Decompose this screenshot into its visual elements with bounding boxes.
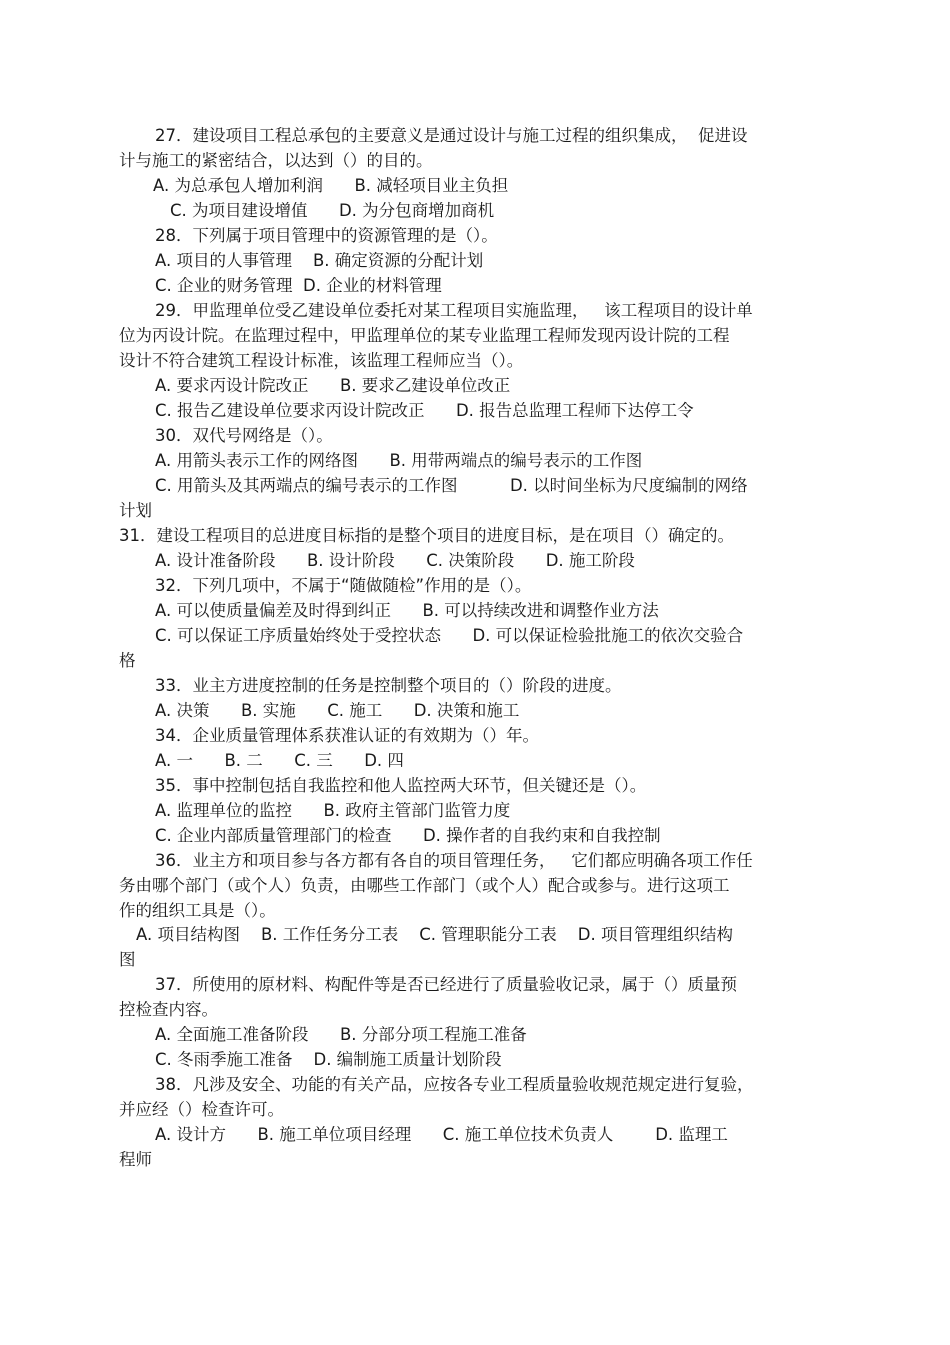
question-27-options-ab: A. 为总承包人增加利润 B. 减轻项目业主负担 (153, 176, 509, 195)
question-34-line-1: 34．企业质量管理体系获准认证的有效期为（）年。 (155, 726, 539, 745)
question-29-line-2: 位为丙设计院。在监理过程中，甲监理单位的某专业监理工程师发现丙设计院的工程 (119, 326, 730, 345)
question-33-options: A. 决策 B. 实施 C. 施工 D. 决策和施工 (155, 701, 520, 720)
question-32-options-cd-wrap: 格 (119, 651, 136, 670)
question-38-line-1: 38．凡涉及安全、功能的有关产品，应按各专业工程质量验收规范规定进行复验， (155, 1075, 754, 1094)
question-31-line-1: 31．建设工程项目的总进度目标指的是整个项目的进度目标，是在项目（）确定的。 (119, 526, 734, 545)
question-32-line-1: 32．下列几项中，不属于“随做随检”作用的是（）。 (155, 576, 532, 595)
question-35-line-1: 35．事中控制包括自我监控和他人监控两大环节，但关键还是（）。 (155, 776, 647, 795)
question-36-line-1: 36．业主方和项目参与各方都有各自的项目管理任务， 它们都应明确各项工作任 (155, 851, 753, 870)
question-28-options-ab: A. 项目的人事管理 B. 确定资源的分配计划 (155, 251, 484, 270)
question-36-options: A. 项目结构图 B. 工作任务分工表 C. 管理职能分工表 D. 项目管理组织结构 (136, 925, 733, 944)
question-30-line-1: 30．双代号网络是（）。 (155, 426, 333, 445)
question-30-options-cd-wrap: 计划 (119, 501, 152, 520)
question-36-line-3: 作的组织工具是（）。 (119, 901, 276, 920)
question-37-line-1: 37．所使用的原材料、构配件等是否已经进行了质量验收记录，属于（）质量预 (155, 975, 737, 994)
question-31-options: A. 设计准备阶段 B. 设计阶段 C. 决策阶段 D. 施工阶段 (155, 551, 635, 570)
question-30-options-cd: C. 用箭头及其两端点的编号表示的工作图 D. 以时间坐标为尺度编制的网络 (155, 476, 748, 495)
question-27-options-cd: C. 为项目建设增值 D. 为分包商增加商机 (170, 201, 495, 220)
question-33-line-1: 33．业主方进度控制的任务是控制整个项目的（）阶段的进度。 (155, 676, 622, 695)
question-35-options-cd: C. 企业内部质量管理部门的检查 D. 操作者的自我约束和自我控制 (155, 826, 661, 845)
question-27-line-1: 27．建设项目工程总承包的主要意义是通过设计与施工过程的组织集成， 促进设 (155, 126, 748, 145)
question-30-options-ab: A. 用箭头表示工作的网络图 B. 用带两端点的编号表示的工作图 (155, 451, 643, 470)
question-35-options-ab: A. 监理单位的监控 B. 政府主管部门监管力度 (155, 801, 511, 820)
question-29-line-3: 设计不符合建筑工程设计标准，该监理工程师应当（）。 (119, 351, 524, 370)
question-38-line-2: 并应经（）检查许可。 (119, 1100, 284, 1119)
question-28-line-1: 28．下列属于项目管理中的资源管理的是（）。 (155, 226, 498, 245)
question-37-options-ab: A. 全面施工准备阶段 B. 分部分项工程施工准备 (155, 1025, 527, 1044)
question-29-line-1: 29．甲监理单位受乙建设单位委托对某工程项目实施监理， 该工程项目的设计单 (155, 301, 753, 320)
question-27-line-2: 计与施工的紧密结合，以达到（）的目的。 (119, 151, 433, 170)
question-37-line-2: 控检查内容。 (119, 1000, 218, 1019)
question-36-line-2: 务由哪个部门（或个人）负责，由哪些工作部门（或个人）配合或参与。进行这项工 (119, 876, 730, 895)
question-38-options-wrap: 程师 (119, 1150, 152, 1169)
question-34-options: A. 一 B. 二 C. 三 D. 四 (155, 751, 404, 770)
question-32-options-ab: A. 可以使质量偏差及时得到纠正 B. 可以持续改进和调整作业方法 (155, 601, 659, 620)
question-37-options-cd: C. 冬雨季施工准备 D. 编制施工质量计划阶段 (155, 1050, 502, 1069)
question-29-options-ab: A. 要求丙设计院改正 B. 要求乙建设单位改正 (155, 376, 511, 395)
question-29-options-cd: C. 报告乙建设单位要求丙设计院改正 D. 报告总监理工程师下达停工令 (155, 401, 694, 420)
question-38-options: A. 设计方 B. 施工单位项目经理 C. 施工单位技术负责人 D. 监理工 (155, 1125, 728, 1144)
question-32-options-cd: C. 可以保证工序质量始终处于受控状态 D. 可以保证检验批施工的依次交验合 (155, 626, 744, 645)
question-28-options-cd: C. 企业的财务管理 D. 企业的材料管理 (155, 276, 442, 295)
question-36-options-wrap: 图 (119, 950, 136, 969)
